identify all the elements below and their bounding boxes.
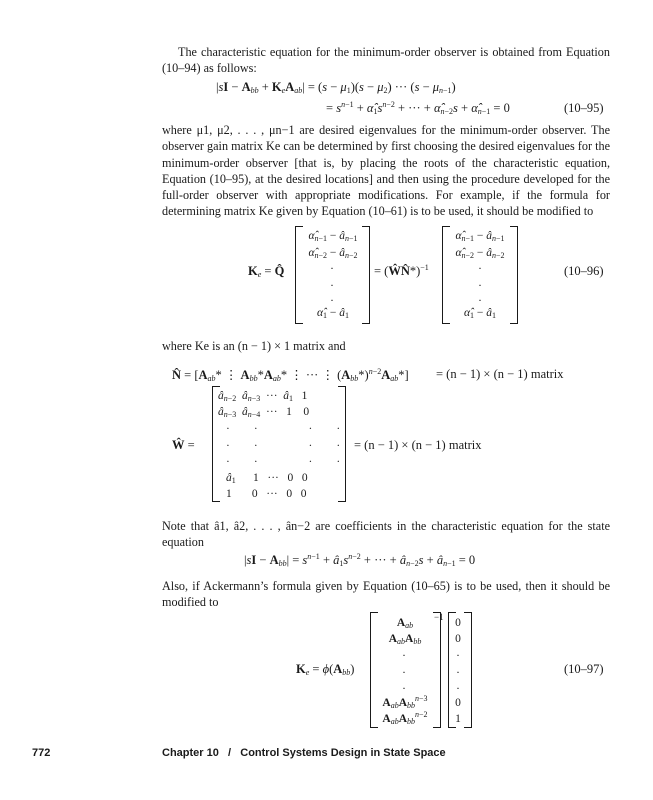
matrix-dots-row: ·· ·· (226, 423, 365, 435)
matrix-row: $â_{n-3}$ $â_{n-4}$ ··· 1 0 (218, 406, 310, 419)
vdots: · (402, 665, 406, 679)
vdots: · (478, 278, 482, 292)
vdots: · (456, 648, 460, 662)
characteristic-equation-line2: = $s^{n-1}$ + $\alphâ_1s^{n-2}$ + ··· + $\alphâ_{n-2}s$ + $\alphâ_{n-1} = 0$ (326, 100, 510, 116)
vector-entry: 0 (455, 697, 461, 709)
running-footer: Chapter 10 / Control Systems Design in State Space (162, 747, 446, 759)
note-paragraph: Note that â1, â2, . . . , ân−2 are coefficients in the characteristic equation for the state equation (162, 519, 610, 550)
vector-entry: $\alphâ_{n-2}$ − $â_{n-2}$ (455, 247, 505, 260)
equation-number-10-96: (10–96) (564, 264, 604, 278)
ackermann-paragraph: Also, if Ackermann’s formula given by Equation (10–65) is to be used, then it should be modified to (162, 579, 610, 610)
matrix-dots-row: ·· ·· (226, 440, 365, 452)
vdots: · (456, 681, 460, 695)
w-hat-label: Ŵ = (172, 438, 195, 452)
vdots: · (330, 293, 334, 307)
vector-entry: $\alphâ_1$ − $â_1$ (463, 307, 497, 320)
matrix-row: $â_1$ 1 ··· 0 0 (226, 472, 308, 485)
ke-ackermann-lhs: $K_e = \phi(A_{bb})$ (296, 662, 355, 677)
vector-bracket-left (448, 612, 456, 728)
n-hat-dimension: = (n − 1) × (n − 1) matrix (436, 367, 564, 381)
vdots: · (456, 665, 460, 679)
inverse-superscript: −1 (434, 612, 444, 622)
matrix-bracket-left (370, 612, 378, 728)
vector-entry: $\alphâ_{n-1}$ − $â_{n-1}$ (455, 230, 505, 243)
vector-bracket-right (464, 612, 472, 728)
matrix-dots-row: ·· ·· (226, 456, 365, 468)
vector-entry: 0 (455, 617, 461, 629)
n-hat-definition: N̂ = [$A_{ab}*$ ⋮ $A_{bb}*A_{ab}*$ ⋮ ··· ⋮ $(A_{bb}*)^{n-2}A_{ab}*$] (172, 367, 409, 383)
vector-entry: 0 (455, 633, 461, 645)
intro-paragraph: The characteristic equation for the minimum-order observer is obtained from Equation (10–94) as follows: (162, 45, 610, 76)
matrix-bracket-left (212, 386, 220, 502)
matrix-entry: $A_{ab}$ (396, 617, 414, 630)
ke-dimension-paragraph: where Ke is an (n − 1) × 1 matrix and (162, 339, 346, 353)
matrix-entry: $A_{ab}A_{bb}^{n-2}$ (382, 710, 428, 726)
matrix-row: $â_{n-2}$ $â_{n-3}$ ··· $â_1$ 1 (218, 390, 308, 403)
state-characteristic-equation: $|sI - A_{bb}| = s^{n-1}$ + $â_1s^{n-2}$ + ··· + $â_{n-2}s$ + $â_{n-1} = 0$ (244, 552, 476, 568)
observer-gain-paragraph: where μ1, μ2, . . . , μn−1 are desired eigenvalues for the minimum-order observer. The observer gain matrix Ke can be determined by first choosing the desired eigenvalues for the minimum-order observer [that is, by placing the roots of the characteristic equation, Equation (10–95), at the desired locations] and then using the procedure developed for the full-order observer with appropriate modifications. For example, if the formula for determining matrix Ke given by Equation (10–61) is to be used, it should be modified to (162, 123, 610, 219)
vdots: · (330, 261, 334, 275)
vector-entry: $\alphâ_{n-1}$ − $â_{n-1}$ (308, 230, 358, 243)
vdots: · (402, 681, 406, 695)
matrix-entry: $A_{ab}A_{bb}^{n-3}$ (382, 694, 428, 710)
equation-number-10-95: (10–95) (564, 101, 604, 115)
vdots: · (330, 278, 334, 292)
vector-entry: 1 (455, 713, 461, 725)
equation-number-10-97: (10–97) (564, 662, 604, 676)
matrix-bracket-right (433, 612, 441, 728)
w-hat-n-hat-inverse: = (ŴN̂*)$^{-1}$ (374, 263, 429, 278)
ke-equals-q-hat: $K_e$ = Q̂ (248, 264, 285, 279)
vector-entry: $\alphâ_1$ − $â_1$ (316, 307, 350, 320)
vector-bracket-right (510, 226, 518, 324)
matrix-entry: $A_{ab}A_{bb}$ (388, 633, 422, 646)
vdots: · (478, 293, 482, 307)
page-number: 772 (32, 747, 51, 759)
characteristic-equation-line1: $|sI - A_{bb} + K_eA_{ab}| = (s - \mu_1)(s - \mu_2)$ ··· $(s - \mu_{n-1})$ (216, 80, 456, 95)
matrix-row: 1 0 ··· 0 0 (226, 488, 307, 500)
vdots: · (402, 648, 406, 662)
vector-entry: $\alphâ_{n-2}$ − $â_{n-2}$ (308, 247, 358, 260)
w-hat-dimension: = (n − 1) × (n − 1) matrix (354, 438, 482, 452)
vdots: · (478, 261, 482, 275)
